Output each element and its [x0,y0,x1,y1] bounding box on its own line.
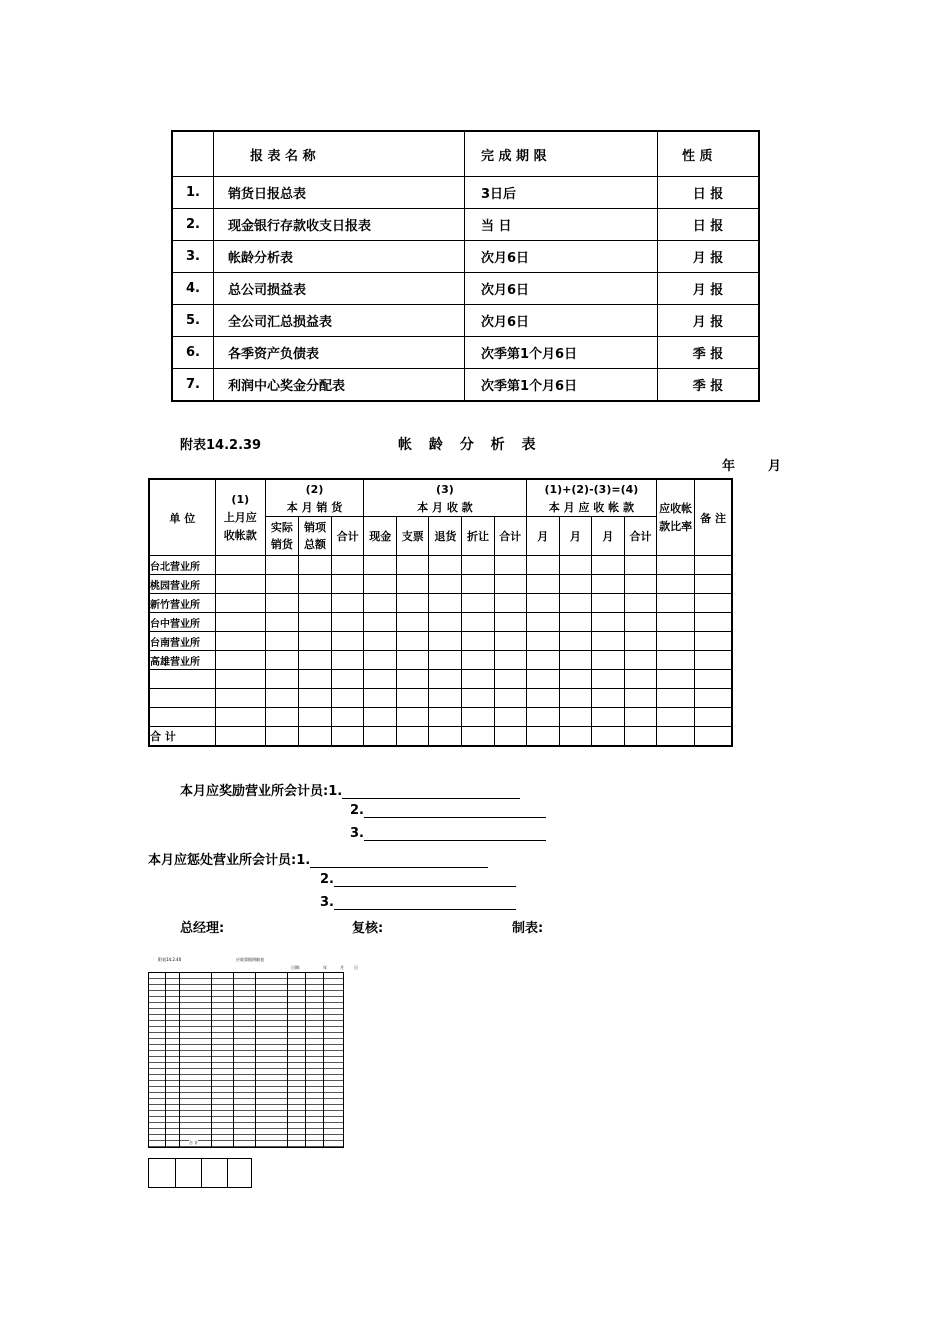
table-cell [298,613,331,632]
table-row [149,613,732,632]
punish-number-2: 2. [320,872,334,887]
table-cell [624,575,656,594]
thumb-grid-line [323,973,324,1147]
table-row [149,632,732,651]
col2-a-line1: 实际 [270,521,293,534]
thumb-grid-line [233,973,234,1147]
prepare-label: 制表: [512,921,544,936]
reward-line-3 [350,826,546,841]
table-cell [591,613,624,632]
table-cell [429,651,462,670]
thumb-date-label: 日期: [291,965,301,970]
row-number: 4. [172,273,214,305]
unit-name: 桃园营业所 [149,575,215,594]
table-cell [559,689,591,708]
aging-table-body [149,556,732,747]
table-cell [298,632,331,651]
thumb-appendix-label: 附表14.2.40 [158,957,182,962]
table-cell [397,708,429,727]
report-deadline: 次季第1个月6日 [465,337,658,369]
reward-line-2 [350,803,546,818]
header-deadline: 完 成 期 限 [465,131,658,177]
report-property: 季 报 [658,369,760,402]
report-name: 各季资产负债表 [214,337,465,369]
aging-header-row-1 [149,479,732,498]
unit-name: 台南营业所 [149,632,215,651]
table-cell [462,727,494,747]
thumb-month: 月 [340,965,344,970]
table-cell [215,727,265,747]
report-deadline: 3日后 [465,177,658,209]
report-property: 月 报 [658,241,760,273]
unit-name: 高雄营业所 [149,651,215,670]
table-cell [591,651,624,670]
table-cell [429,613,462,632]
col3-title: 本 月 收 款 [364,498,527,517]
table-row [149,708,732,727]
table-cell [332,556,364,575]
table-cell [695,727,732,747]
table-row [149,689,732,708]
report-name: 总公司损益表 [214,273,465,305]
table-cell [526,632,559,651]
notes-receivable-thumbnail [148,955,358,1190]
total-label: 合 计 [149,727,215,747]
thumb-grid-line [211,973,212,1147]
table-cell [494,708,526,727]
table-cell [591,594,624,613]
table-cell [265,594,298,613]
table-cell [559,670,591,689]
col4-number: (1)+(2)-(3)=(4) [526,479,656,498]
aging-table-title: 帐 龄 分 析 表 [398,437,542,453]
unit-name [149,670,215,689]
thumb-grid-line [287,973,288,1147]
report-property: 日 报 [658,209,760,241]
table-cell [591,689,624,708]
thumb-grid-line [255,973,256,1147]
table-cell [364,651,397,670]
table-cell [591,556,624,575]
table-cell [526,613,559,632]
table-cell [397,613,429,632]
table-cell [298,708,331,727]
table-cell [624,651,656,670]
reward-number-2: 2. [350,803,364,818]
table-cell [332,613,364,632]
appendix-label: 附表14.2.39 [180,438,262,453]
header-report-name: 报 表 名 称 [214,131,465,177]
table-row [172,177,759,209]
table-cell [397,670,429,689]
col1-line-b: 收帐款 [223,528,257,542]
aging-analysis-table [148,478,733,747]
report-deadline: 当 日 [465,209,658,241]
table-cell [215,594,265,613]
punish-blank-1 [310,855,488,868]
report-deadline: 次月6日 [465,273,658,305]
table-cell [332,689,364,708]
table-cell [332,670,364,689]
table-cell [591,727,624,747]
table-row [172,209,759,241]
table-cell [624,613,656,632]
table-cell [397,689,429,708]
table-cell [695,708,732,727]
year-label: 年 [722,459,736,474]
manager-label: 总经理: [180,921,225,936]
table-cell [624,594,656,613]
table-cell [298,594,331,613]
table-cell [559,575,591,594]
table-cell [462,651,494,670]
table-cell [494,651,526,670]
table-cell [298,651,331,670]
table-cell [526,727,559,747]
table-cell [657,727,695,747]
report-name: 利润中心奖金分配表 [214,369,465,402]
table-cell [364,575,397,594]
punish-number-3: 3. [320,895,334,910]
punish-label: 本月应惩处营业所会计员: [148,853,297,868]
header-month-2: 月 [559,517,591,556]
table-cell [657,556,695,575]
table-cell [657,594,695,613]
col2-number: (2) [265,479,363,498]
unit-name [149,689,215,708]
header-allowance: 折让 [462,517,494,556]
header-sales-total: 合计 [332,517,364,556]
reward-number-3: 3. [350,826,364,841]
punish-line-3 [320,895,516,910]
punish-blank-2 [334,874,516,887]
table-cell [494,670,526,689]
table-cell [397,651,429,670]
table-row [172,305,759,337]
report-deadline: 次月6日 [465,241,658,273]
reward-blank-1 [342,786,520,799]
reward-line-1 [180,780,520,799]
table-cell [559,708,591,727]
table-cell [332,651,364,670]
review-label: 复核: [352,921,384,936]
table-cell [591,575,624,594]
table-cell [298,556,331,575]
report-property: 月 报 [658,305,760,337]
table-cell [332,708,364,727]
table-cell [494,613,526,632]
table-cell [397,594,429,613]
table-cell [695,613,732,632]
thumb-grid [148,972,344,1148]
table-cell [494,594,526,613]
table-cell [215,708,265,727]
table-cell [559,632,591,651]
table-cell [265,613,298,632]
row-number: 3. [172,241,214,273]
table-cell [215,613,265,632]
table-cell [429,727,462,747]
col2-b-line1: 销项 [304,521,326,534]
header-receivable-total: 合计 [624,517,656,556]
table-cell [364,727,397,747]
unit-name: 台中营业所 [149,613,215,632]
table-cell [332,594,364,613]
table-cell [559,613,591,632]
table-cell [397,632,429,651]
ratio-line-b: 款比率 [659,519,693,533]
table-cell [364,613,397,632]
table-row [149,594,732,613]
table-cell [657,670,695,689]
row-number: 7. [172,369,214,402]
col2-b-line2: 总额 [304,538,326,551]
table-row [149,651,732,670]
table-cell [429,708,462,727]
header-month-3: 月 [591,517,624,556]
table-cell [494,632,526,651]
table-cell [462,708,494,727]
report-deadline: 次月6日 [465,305,658,337]
table-cell [462,689,494,708]
report-property: 季 报 [658,337,760,369]
header-month-1: 月 [526,517,559,556]
table-cell [462,670,494,689]
table-row [172,337,759,369]
table-cell [265,651,298,670]
punish-blank-3 [334,897,516,910]
header-returns: 退货 [429,517,462,556]
row-number: 5. [172,305,214,337]
table-cell [657,689,695,708]
table-cell [591,632,624,651]
col1-line-a: 上月应 [223,510,257,524]
table-cell [265,575,298,594]
table-cell [397,575,429,594]
unit-name: 新竹营业所 [149,594,215,613]
table-cell [591,670,624,689]
table-cell [332,727,364,747]
table-cell [462,632,494,651]
report-schedule-table [171,130,760,402]
thumb-footer-line [201,1159,202,1187]
unit-name [149,708,215,727]
table-cell [429,670,462,689]
table-cell [397,556,429,575]
table-cell [526,594,559,613]
row-number: 2. [172,209,214,241]
table-cell [695,556,732,575]
table-cell [695,575,732,594]
thumb-title: 应收票据明细表 [236,957,264,962]
table-cell [559,556,591,575]
table-row [172,273,759,305]
report-deadline: 次季第1个月6日 [465,369,658,402]
table-cell [429,632,462,651]
table-cell [298,727,331,747]
table-cell [526,575,559,594]
col2-a-line2: 销货 [270,538,293,551]
header-collection-total: 合计 [494,517,526,556]
table-cell [429,556,462,575]
report-property: 日 报 [658,177,760,209]
table-cell [624,727,656,747]
thumb-year: 年 [323,965,327,970]
col4-title: 本 月 应 收 帐 款 [526,498,656,517]
table-cell [265,632,298,651]
reward-number-1: 1. [328,784,343,799]
report-table-header [172,131,759,177]
table-cell [462,594,494,613]
table-cell [364,689,397,708]
table-cell [657,613,695,632]
table-cell [364,556,397,575]
table-cell [526,651,559,670]
table-cell [624,632,656,651]
header-check: 支票 [397,517,429,556]
table-cell [265,689,298,708]
table-row [172,241,759,273]
table-cell [462,556,494,575]
report-name: 帐龄分析表 [214,241,465,273]
punish-line-1 [148,849,488,868]
table-cell [591,708,624,727]
thumb-grid-line [305,973,306,1147]
table-cell [657,708,695,727]
reward-blank-2 [364,805,546,818]
table-cell [215,575,265,594]
table-cell [494,727,526,747]
table-row [149,556,732,575]
thumb-day: 日 [354,965,358,970]
report-name: 全公司汇总损益表 [214,305,465,337]
table-cell [657,651,695,670]
table-cell [298,575,331,594]
table-cell [526,556,559,575]
header-actual-sales [265,517,298,556]
table-cell [526,670,559,689]
header-remark: 备 注 [695,479,732,556]
ratio-line-a: 应收帐 [659,501,693,515]
thumb-total-label: 合 计 [189,1140,199,1145]
header-receivable-ratio [657,479,695,556]
unit-name: 台北营业所 [149,556,215,575]
table-cell [695,689,732,708]
reward-blank-3 [364,828,546,841]
table-cell [624,556,656,575]
table-cell [657,575,695,594]
header-unit: 单 位 [149,479,215,556]
table-cell [559,594,591,613]
table-cell [462,613,494,632]
table-cell [695,670,732,689]
header-blank [172,131,214,177]
table-row [172,369,759,402]
table-cell [559,727,591,747]
table-cell [265,708,298,727]
table-cell [429,575,462,594]
table-cell [657,632,695,651]
table-cell [624,708,656,727]
reward-label: 本月应奖励营业所会计员: [180,784,329,799]
table-cell [364,594,397,613]
thumb-grid-line [165,973,166,1147]
table-cell [462,575,494,594]
table-cell [526,689,559,708]
punish-line-2 [320,872,516,887]
table-cell [494,575,526,594]
table-cell [695,651,732,670]
table-cell [624,689,656,708]
table-cell [695,632,732,651]
punish-number-1: 1. [296,853,311,868]
table-cell [215,556,265,575]
table-row [149,670,732,689]
table-cell [332,632,364,651]
table-cell [397,727,429,747]
table-cell [364,708,397,727]
table-cell [265,670,298,689]
table-cell [624,670,656,689]
table-cell [265,556,298,575]
table-cell [364,670,397,689]
table-cell [332,575,364,594]
table-cell [215,689,265,708]
header-output-tax [298,517,331,556]
col3-number: (3) [364,479,527,498]
table-cell [695,594,732,613]
col1-number: (1) [231,492,250,506]
report-name: 销货日报总表 [214,177,465,209]
header-cash: 现金 [364,517,397,556]
table-cell [494,689,526,708]
row-number: 1. [172,177,214,209]
thumb-footer-line [227,1159,228,1187]
row-number: 6. [172,337,214,369]
table-cell [429,689,462,708]
report-name: 现金银行存款收支日报表 [214,209,465,241]
table-cell [494,556,526,575]
thumb-grid-line [179,973,180,1147]
header-prev-receivable [215,479,265,556]
table-cell [429,594,462,613]
table-cell [215,651,265,670]
table-cell [298,670,331,689]
thumb-footer-boxes [148,1158,252,1188]
table-cell [215,670,265,689]
col2-title: 本 月 销 货 [265,498,363,517]
thumb-footer-line [175,1159,176,1187]
header-property: 性 质 [658,131,760,177]
table-cell [526,708,559,727]
table-cell [298,689,331,708]
table-cell [215,632,265,651]
table-cell [265,727,298,747]
month-label: 月 [768,459,782,474]
table-cell [559,651,591,670]
report-property: 月 报 [658,273,760,305]
table-cell [364,632,397,651]
table-row [149,575,732,594]
total-row [149,727,732,747]
